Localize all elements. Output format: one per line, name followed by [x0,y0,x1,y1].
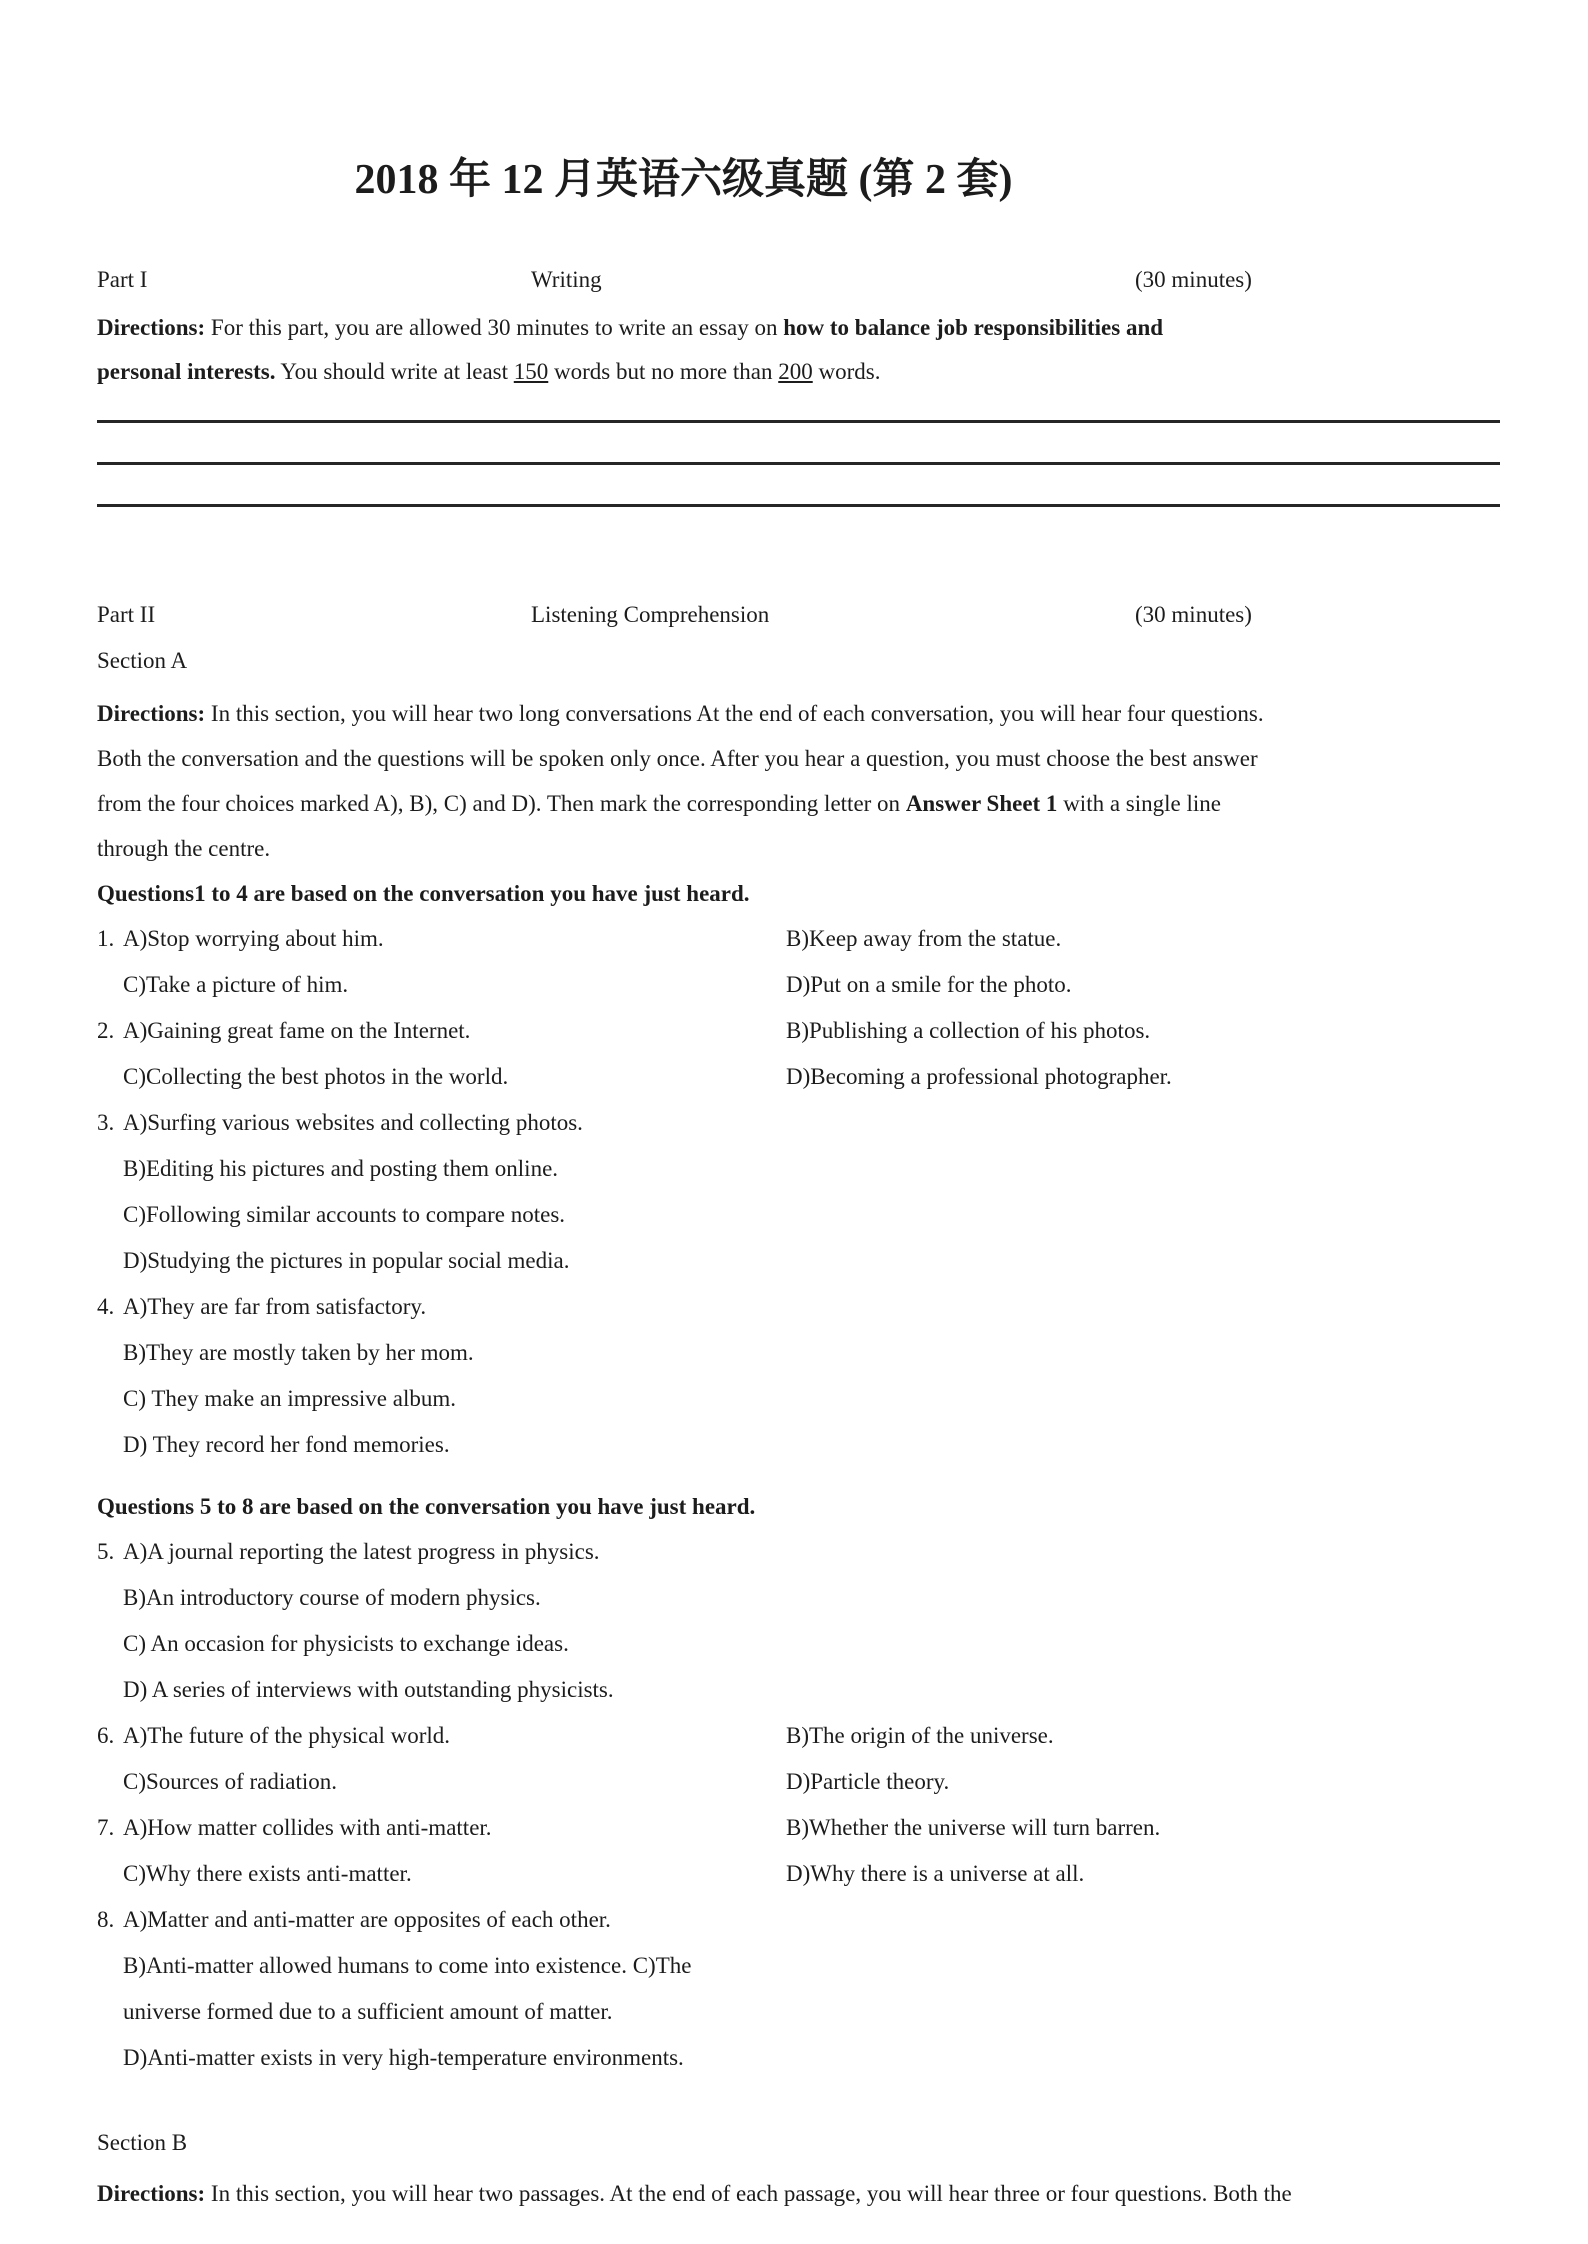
question-3-option-b: B)Editing his pictures and posting them online. [123,1156,559,1181]
question-number-spacer [97,1943,123,1989]
question-6-option-c: C)Sources of radiation. [123,1769,337,1794]
question-number-spacer [97,962,123,1008]
writing-answer-line [97,420,1500,423]
question-number-spacer [97,1989,123,2035]
question-2-row [97,1008,1500,1054]
question-1-number: 1. [97,926,115,951]
questions-5-8-block [97,1529,1500,2081]
part2-label: Part II [97,602,156,627]
question-8-option-c-continuation: universe formed due to a sufficient amount of matter. [123,1999,613,2024]
sectionB-label: Section B [97,2130,188,2155]
question-number-spacer [97,1422,123,1468]
part1-label: Part I [97,267,148,292]
question-8-option-a: A)Matter and anti-matter are opposites of each other. [123,1907,611,1932]
question-7-option-b: B)Whether the universe will turn barren. [786,1815,1161,1840]
writing-answer-line [97,462,1500,465]
part1-header-row [97,264,1500,296]
question-6-row [97,1713,1500,1759]
question-8-row [97,1943,1500,1989]
question-7-number: 7. [97,1815,115,1840]
sectionA-directions-line: Directions: In this section, you will hear two long conversations At the end of each conversation, you will hear four questions. [97,701,1264,726]
sectionB-directions [97,2171,1500,2216]
question-5-row [97,1667,1500,1713]
question-3-number: 3. [97,1110,115,1135]
question-4-option-b: B)They are mostly taken by her mom. [123,1340,474,1365]
question-5-option-b: B)An introductory course of modern physics. [123,1585,541,1610]
question-4-option-d: D) They record her fond memories. [123,1432,450,1457]
question-6-number: 6. [97,1723,115,1748]
question-6-option-d: D)Particle theory. [786,1769,950,1794]
question-3-row [97,1238,1500,1284]
sectionA-directions-line: Both the conversation and the questions will be spoken only once. After you hear a question, you must choose the best answer [97,746,1258,771]
question-5-option-c: C) An occasion for physicists to exchange ideas. [123,1631,569,1656]
part2-header-row [97,599,1500,631]
question-4-row [97,1330,1500,1376]
question-3-row [97,1192,1500,1238]
question-number-spacer [97,1054,123,1100]
part2-time: (30 minutes) [1135,602,1252,627]
question-6-option-b: B)The origin of the universe. [786,1723,1054,1748]
question-3-option-a: A)Surfing various websites and collecting photos. [123,1110,583,1135]
sectionA-directions-line: from the four choices marked A), B), C) and D). Then mark the corresponding letter on Answer Sheet 1 with a single line [97,791,1221,816]
part1-directions-line: Directions: For this part, you are allowed 30 minutes to write an essay on how to balance job responsibilities and [97,315,1164,340]
questions-1-4-block [97,916,1500,1468]
question-2-number: 2. [97,1018,115,1043]
question-3-option-d: D)Studying the pictures in popular social media. [123,1248,570,1273]
question-3-row [97,1100,1500,1146]
question-8-row [97,2035,1500,2081]
question-1-option-c: C)Take a picture of him. [123,972,349,997]
part1-time: (30 minutes) [1135,267,1252,292]
question-6-row [97,1759,1500,1805]
question-2-option-b: B)Publishing a collection of his photos. [786,1018,1151,1043]
question-2-row [97,1054,1500,1100]
question-8-row [97,1989,1500,2035]
part1-directions [97,306,1500,394]
question-7-row [97,1851,1500,1897]
question-1-option-b: B)Keep away from the statue. [786,926,1062,951]
questions-5-8-header: Questions 5 to 8 are based on the conversation you have just heard. [97,1494,756,1519]
question-1-row [97,916,1500,962]
writing-answer-line [97,504,1500,507]
question-2-option-a: A)Gaining great fame on the Internet. [123,1018,471,1043]
question-3-option-c: C)Following similar accounts to compare notes. [123,1202,566,1227]
question-5-row [97,1529,1500,1575]
question-7-option-c: C)Why there exists anti-matter. [123,1861,412,1886]
question-4-number: 4. [97,1294,115,1319]
question-7-row [97,1805,1500,1851]
part1-heading: Writing [531,267,602,292]
question-2-option-c: C)Collecting the best photos in the world. [123,1064,509,1089]
question-number-spacer [97,1621,123,1667]
question-number-spacer [97,1759,123,1805]
question-2-option-d: D)Becoming a professional photographer. [786,1064,1172,1089]
question-4-option-c: C) They make an impressive album. [123,1386,456,1411]
question-number-spacer [97,2035,123,2081]
question-8-number: 8. [97,1907,115,1932]
question-number-spacer [97,1376,123,1422]
exam-title: 2018 年 12 月英语六级真题 (第 2 套) [354,157,1013,203]
question-1-option-a: A)Stop worrying about him. [123,926,384,951]
question-4-row [97,1284,1500,1330]
question-number-spacer [97,1667,123,1713]
question-1-option-d: D)Put on a smile for the photo. [786,972,1072,997]
sectionA-directions [97,691,1500,871]
question-1-row [97,962,1500,1008]
question-number-spacer [97,1575,123,1621]
question-4-row [97,1376,1500,1422]
question-4-option-a: A)They are far from satisfactory. [123,1294,427,1319]
sectionA-directions-line: through the centre. [97,836,271,861]
part2-heading: Listening Comprehension [531,602,770,627]
sectionB-directions-line: Directions: In this section, you will hear two passages. At the end of each passage, you will hear three or four questions. Both the [97,2181,1292,2206]
question-6-option-a: A)The future of the physical world. [123,1723,451,1748]
question-5-row [97,1575,1500,1621]
questions-1-4-header: Questions1 to 4 are based on the conversation you have just heard. [97,881,750,906]
question-5-option-d: D) A series of interviews with outstanding physicists. [123,1677,614,1702]
question-number-spacer [97,1146,123,1192]
question-5-row [97,1621,1500,1667]
question-7-option-a: A)How matter collides with anti-matter. [123,1815,492,1840]
question-number-spacer [97,1851,123,1897]
question-number-spacer [97,1192,123,1238]
question-number-spacer [97,1330,123,1376]
question-8-option-d: D)Anti-matter exists in very high-temperature environments. [123,2045,684,2070]
part1-directions-line: personal interests. You should write at least 150 words but no more than 200 words. [97,359,881,384]
question-8-row [97,1897,1500,1943]
question-4-row [97,1422,1500,1468]
question-8-option-b: B)Anti-matter allowed humans to come into existence. C)The [123,1953,692,1978]
sectionA-label: Section A [97,648,188,673]
question-number-spacer [97,1238,123,1284]
question-5-number: 5. [97,1539,115,1564]
question-3-row [97,1146,1500,1192]
question-5-option-a: A)A journal reporting the latest progress in physics. [123,1539,600,1564]
question-7-option-d: D)Why there is a universe at all. [786,1861,1085,1886]
